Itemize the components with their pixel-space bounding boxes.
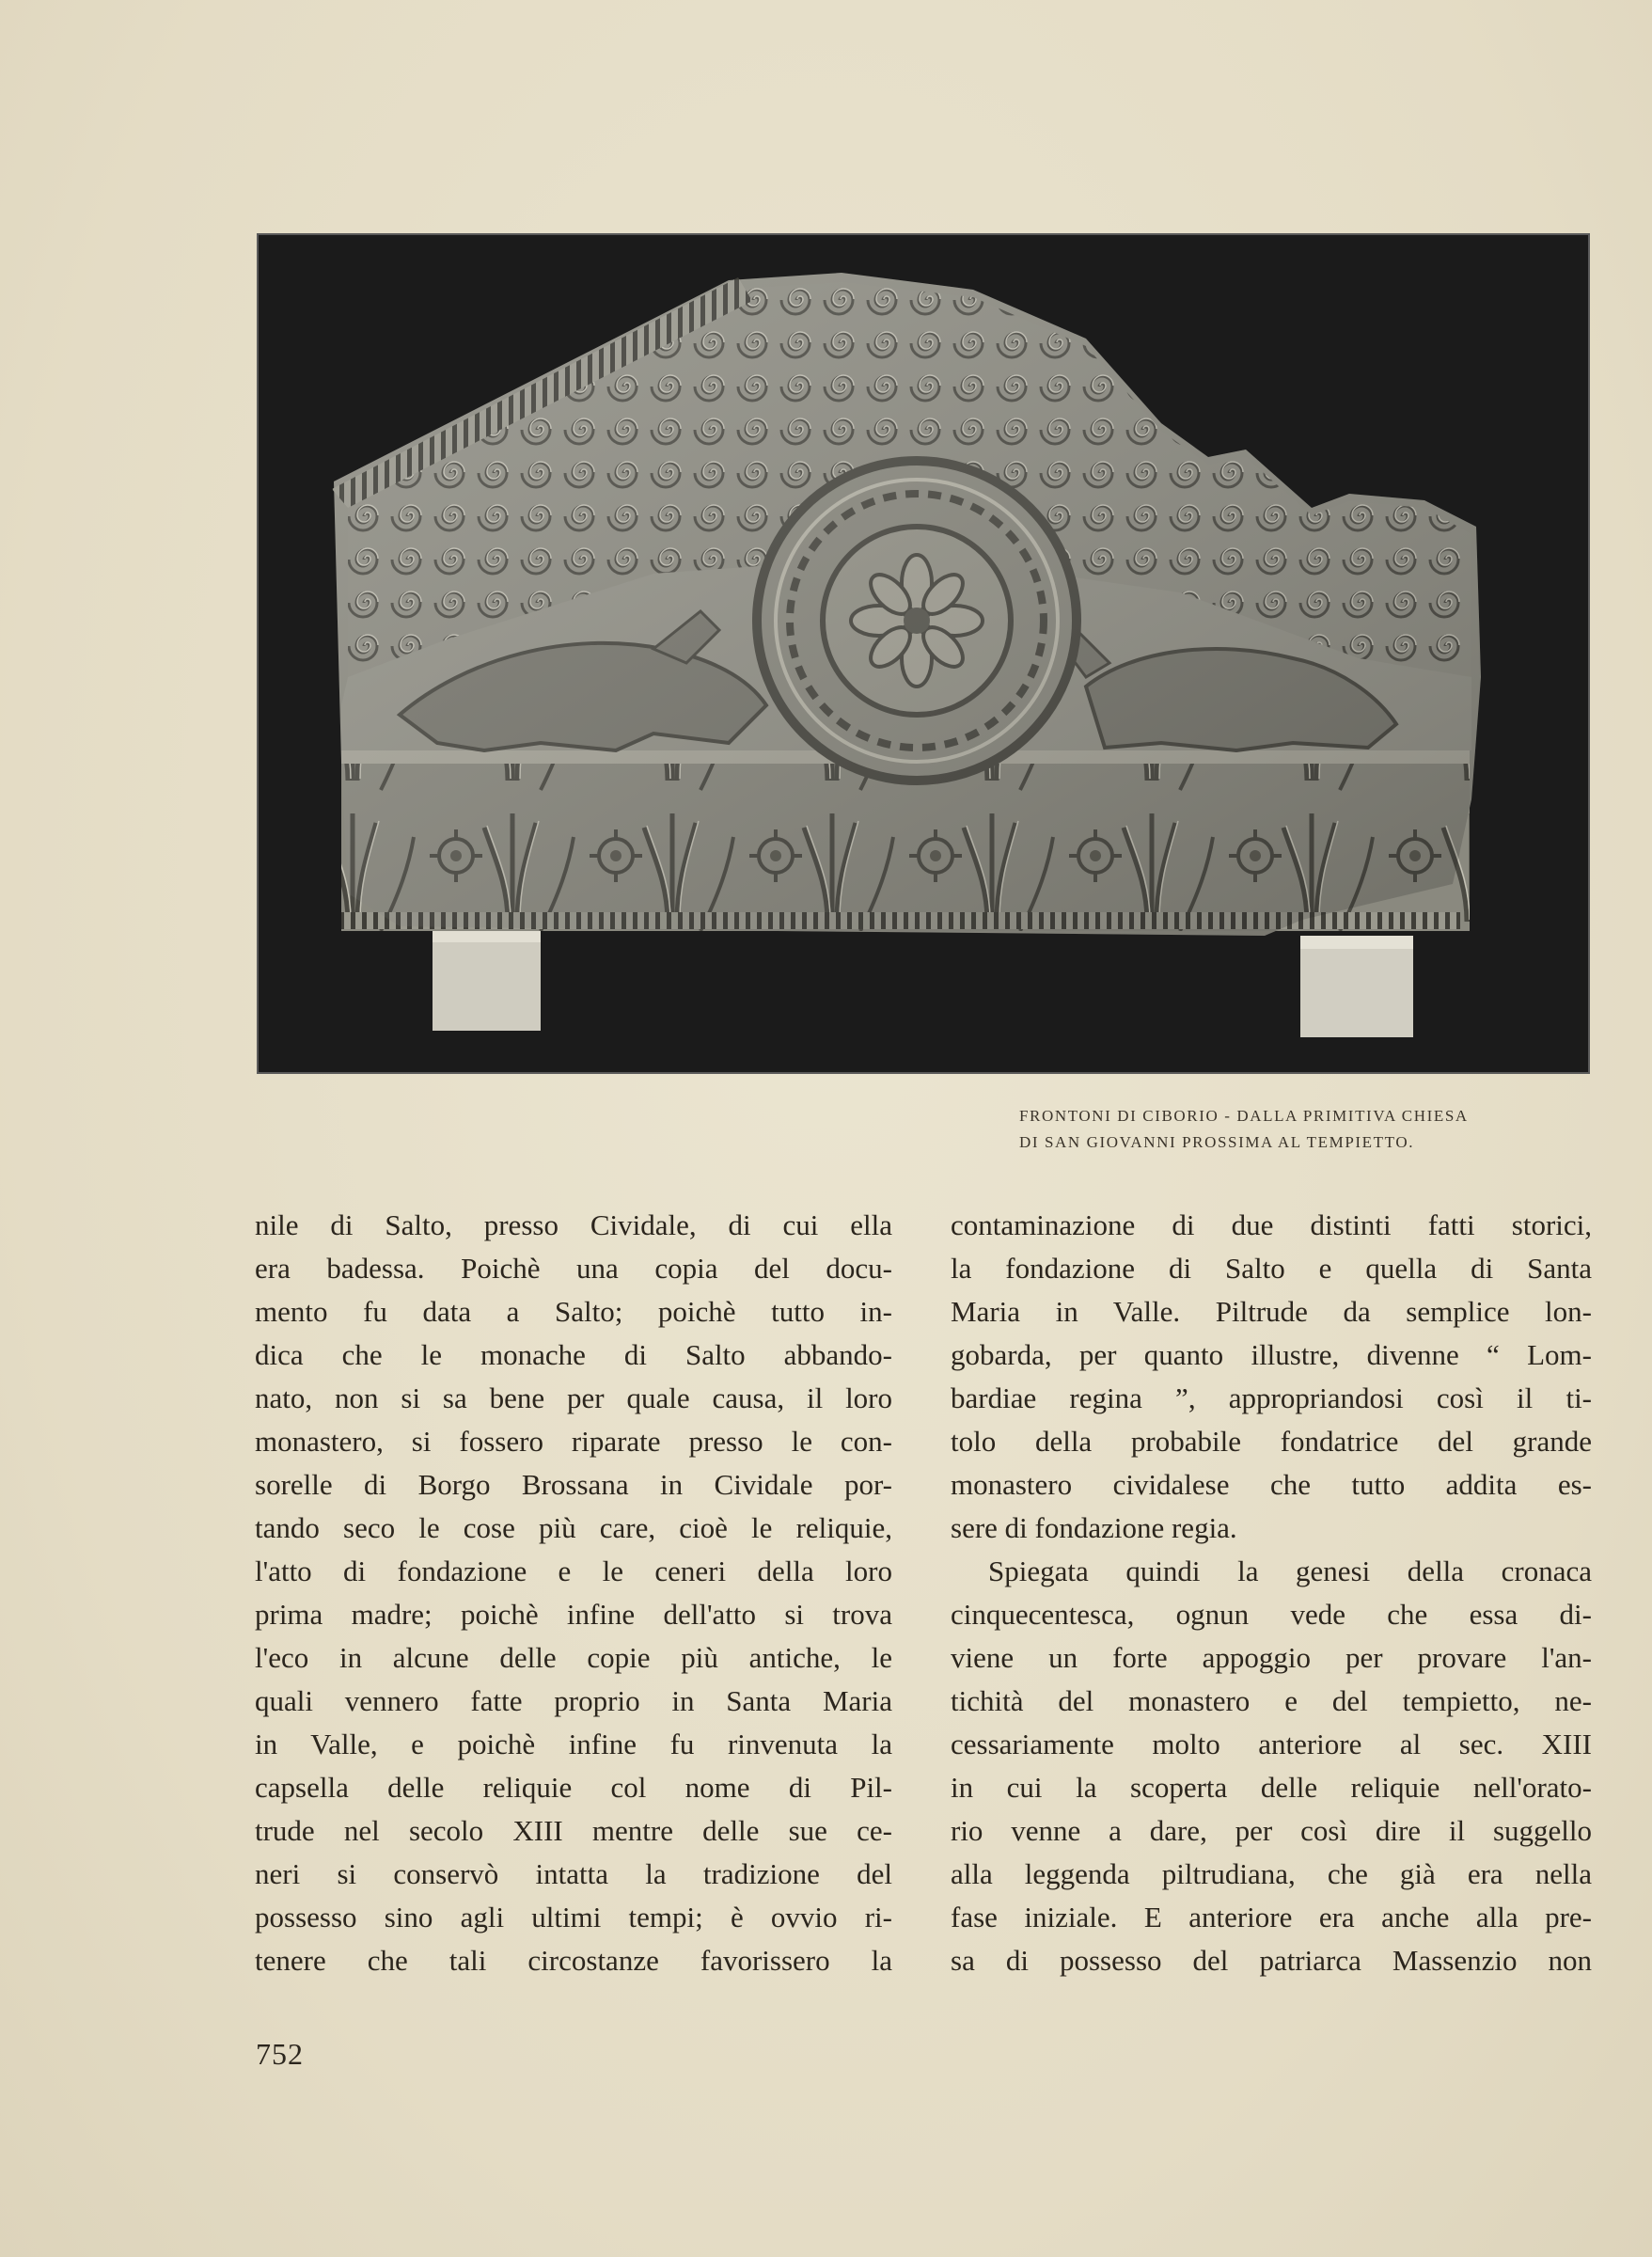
text-line: neri si conservò intatta la tradizione del [255,1857,892,1890]
text-line: l'atto di fondazione e le ceneri della loro [255,1555,892,1587]
text-column-left [255,1204,892,1982]
text-line: viene un forte appoggio per provare l'an- [951,1641,1592,1674]
text-line: tando seco le cose più care, cioè le reliquie, [255,1511,892,1544]
text-line: sorelle di Borgo Brossana in Cividale por- [255,1468,892,1501]
text-line: possesso sino agli ultimi tempi; è ovvio ri- [255,1901,892,1933]
ciborium-relief-image [259,235,1588,1072]
text-line: fase iniziale. E anteriore era anche alla pre- [951,1901,1592,1933]
figure-photograph [257,233,1590,1074]
text-line: in cui la scoperta delle reliquie nell'orato- [951,1771,1592,1804]
text-line: tolo della probabile fondatrice del grande [951,1425,1592,1458]
text-line: sere di fondazione regia. [951,1511,1237,1544]
text-line: mento fu data a Salto; poichè tutto in- [255,1295,892,1328]
text-line: monastero cividalese che tutto addita es- [951,1468,1592,1501]
text-line: la fondazione di Salto e quella di Santa [951,1252,1592,1285]
text-line: trude nel secolo XIII mentre delle sue ce- [255,1814,892,1847]
text-line: monastero, si fossero riparate presso le con- [255,1425,892,1458]
text-line: cessariamente molto anteriore al sec. XIII [951,1728,1592,1760]
text-line: capsella delle reliquie col nome di Pil- [255,1771,892,1804]
text-line: gobarda, per quanto illustre, divenne “ Lom- [951,1338,1592,1371]
text-line: tenere che tali circostanze favorissero la [255,1944,892,1977]
paragraph-start-line: Spiegata quindi la genesi della cronaca [988,1555,1592,1587]
text-line: prima madre; poichè infine dell'atto si trova [255,1598,892,1631]
text-line: era badessa. Poichè una copia del docu- [255,1252,892,1285]
figure-caption [1019,1103,1583,1156]
text-line: tichità del monastero e del tempietto, ne- [951,1684,1592,1717]
text-line: quali vennero fatte proprio in Santa Maria [255,1684,892,1717]
text-line: cinquecentesca, ognun vede che essa di- [951,1598,1592,1631]
text-line: in Valle, e poichè infine fu rinvenuta la [255,1728,892,1760]
text-line: alla leggenda piltrudiana, che già era nella [951,1857,1592,1890]
text-line: rio venne a dare, per così dire il suggello [951,1814,1592,1847]
text-line: nato, non si sa bene per quale causa, il loro [255,1381,892,1414]
text-line: dica che le monache di Salto abbando- [255,1338,892,1371]
text-line: nile di Salto, presso Cividale, di cui ella [255,1208,892,1241]
text-line: Maria in Valle. Piltrude da semplice lon- [951,1295,1592,1328]
caption-line: DI SAN GIOVANNI PROSSIMA AL TEMPIETTO. [1019,1133,1415,1151]
text-line: contaminazione di due distinti fatti storici, [951,1208,1592,1241]
caption-line: FRONTONI DI CIBORIO - DALLA PRIMITIVA CHIESA [1019,1107,1469,1125]
page-number: 752 [256,2037,304,2071]
text-column-right [951,1204,1592,1982]
text-line: bardiae regina ”, appropriandosi così il ti- [951,1381,1592,1414]
text-line: sa di possesso del patriarca Massenzio non [951,1944,1592,1977]
text-line: l'eco in alcune delle copie più antiche, le [255,1641,892,1674]
